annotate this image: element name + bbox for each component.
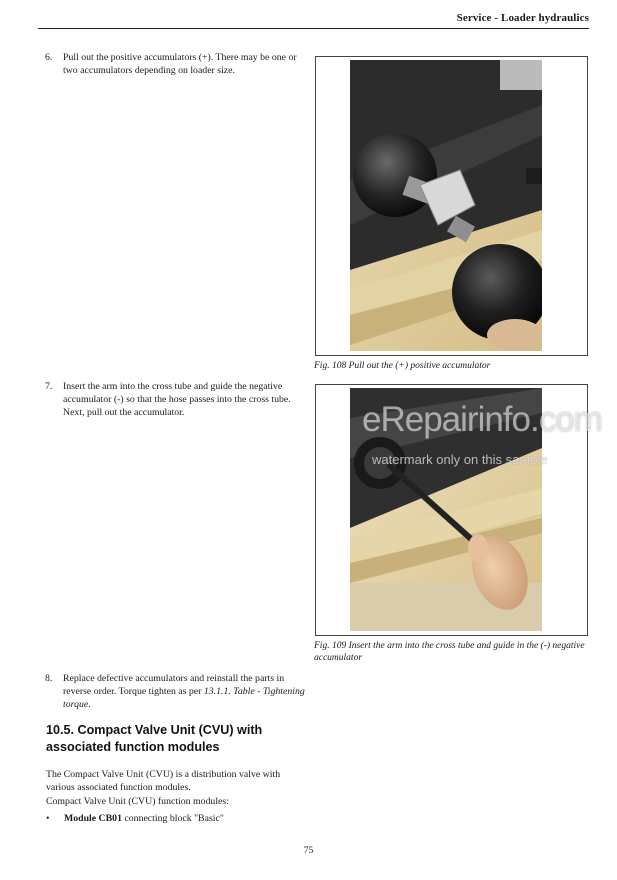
step-number: 8. [45,673,53,684]
step-text [63,672,305,711]
watermark-note: watermark only on this sample [372,452,548,467]
header-title: Service - Loader hydraulics [456,12,589,24]
section-heading: 10.5. Compact Valve Unit (CVU) with associated function modules [46,723,263,754]
step-text-end: . [88,699,91,710]
step-text: Insert the arm into the cross tube and guide the negative accumulator (-) so that the hose passes into the cross tube. Next, pull out the accumulator. [63,381,291,418]
header-rule [38,28,589,29]
bullet-text [64,812,224,825]
module-description: connecting block "Basic" [121,813,224,824]
figure-108-photo [350,60,542,351]
figure-109-caption: Fig. 109 Insert the arm into the cross tube and guide in the (-) negative accumulator [314,641,585,663]
step-text-main: Replace defective accumulators and reinstall the parts in reverse order. Torque tighten as per [63,673,285,697]
step-text: Pull out the positive accumulators (+). There may be one or two accumulators depending on loader size. [63,52,297,76]
figure-108-frame [315,56,588,356]
accumulator-photo [350,60,542,351]
bullet-dot-icon: • [46,813,50,824]
step-number: 7. [45,381,53,392]
table-reference-link[interactable]: 13.1.1. Table - Tightening torque [63,686,305,710]
page-number: 75 [303,846,314,856]
watermark-logo: eRepairinfo.com [362,400,602,439]
figure-108-caption: Fig. 108 Pull out the (+) positive accumulator [314,361,491,371]
section-paragraph-modules: Compact Valve Unit (CVU) function modules: [46,796,229,807]
step-number: 6. [45,52,53,63]
module-name: Module CB01 [64,813,122,824]
section-paragraph: The Compact Valve Unit (CVU) is a distribution valve with various associated function modules. [46,769,281,793]
